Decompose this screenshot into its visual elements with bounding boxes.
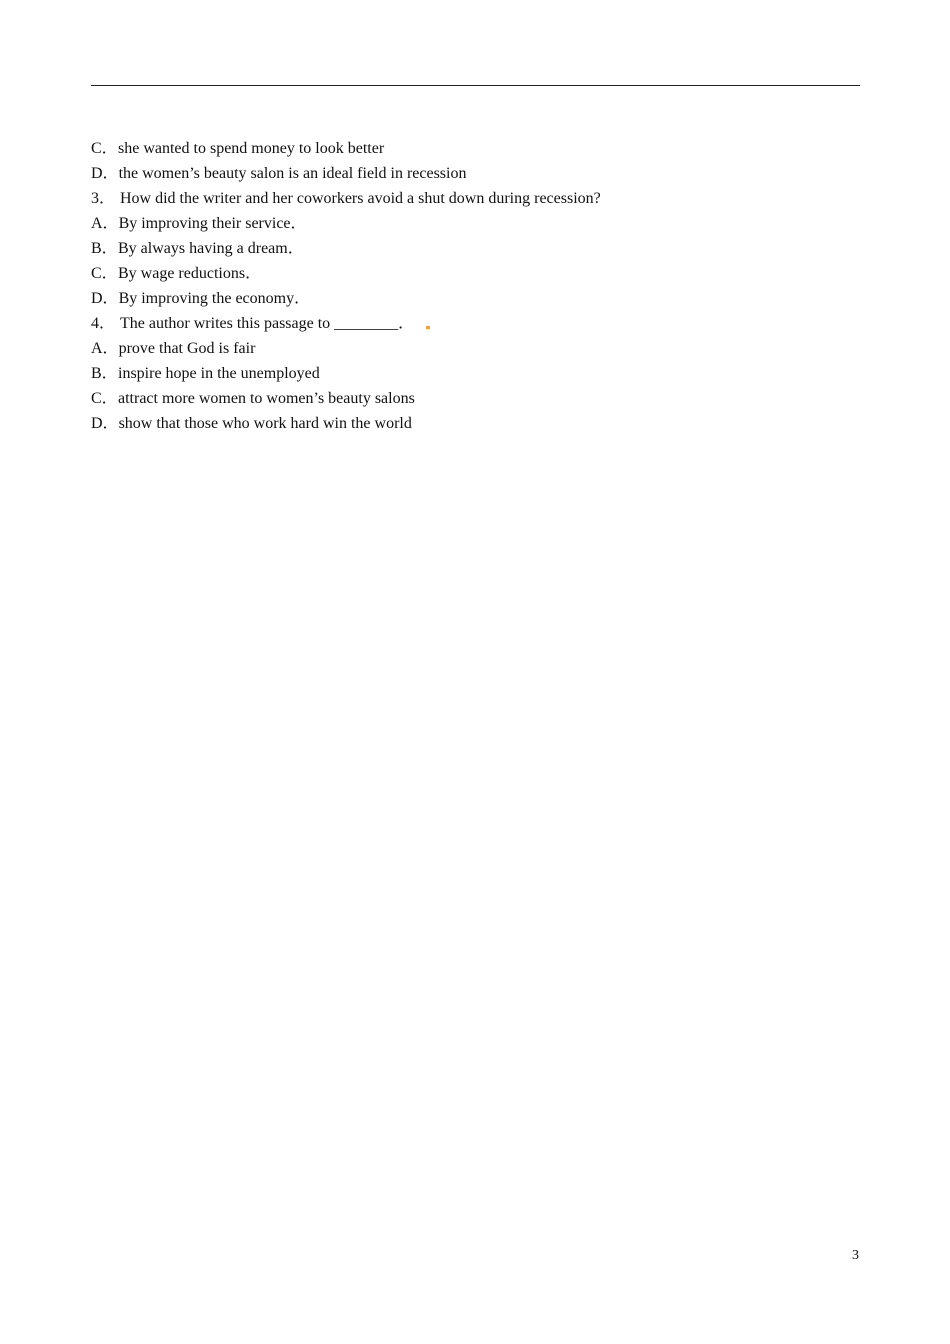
option-c-q4: [91, 388, 860, 413]
question-text: How did the writer and her coworkers avoid a shut down during recession?: [120, 190, 601, 207]
option-d-q3: [91, 288, 860, 313]
option-text: attract more women to women’s beauty salons: [118, 390, 415, 407]
option-marker: A．: [91, 215, 119, 232]
question-text: The author writes this passage to ________．: [120, 315, 415, 332]
option-c-q2: [91, 138, 860, 163]
option-c-q3: [91, 263, 860, 288]
option-text: she wanted to spend money to look better: [118, 140, 385, 157]
option-marker: C．: [91, 390, 118, 407]
option-text: By improving their service．: [118, 215, 307, 232]
option-b-q3: [91, 238, 860, 263]
option-text: By wage reductions．: [118, 265, 262, 282]
page-number: 3: [852, 1248, 859, 1263]
question-3: [91, 188, 860, 213]
question-4: [91, 313, 860, 338]
orange-dot-mark: [426, 326, 430, 329]
option-marker: B．: [91, 365, 118, 382]
question-number: 3．: [91, 190, 116, 207]
option-d-q4: [91, 413, 860, 438]
option-a-q4: [91, 338, 860, 363]
option-marker: C．: [91, 140, 118, 157]
option-text: show that those who work hard win the world: [118, 415, 412, 432]
question-content: [91, 138, 860, 438]
option-marker: D．: [91, 165, 119, 182]
option-marker: C．: [91, 265, 118, 282]
option-b-q4: [91, 363, 860, 388]
option-text: By always having a dream．: [118, 240, 304, 257]
option-text: prove that God is fair: [118, 340, 256, 357]
option-a-q3: [91, 213, 860, 238]
option-text: By improving the economy．: [118, 290, 311, 307]
option-text: the women’s beauty salon is an ideal field in recession: [118, 165, 467, 182]
question-number: 4．: [91, 315, 116, 332]
option-marker: D．: [91, 290, 119, 307]
option-d-q2: [91, 163, 860, 188]
option-marker: B．: [91, 240, 118, 257]
option-text: inspire hope in the unemployed: [118, 365, 320, 382]
option-marker: D．: [91, 415, 119, 432]
option-marker: A．: [91, 340, 119, 357]
header-rule: [91, 85, 860, 86]
